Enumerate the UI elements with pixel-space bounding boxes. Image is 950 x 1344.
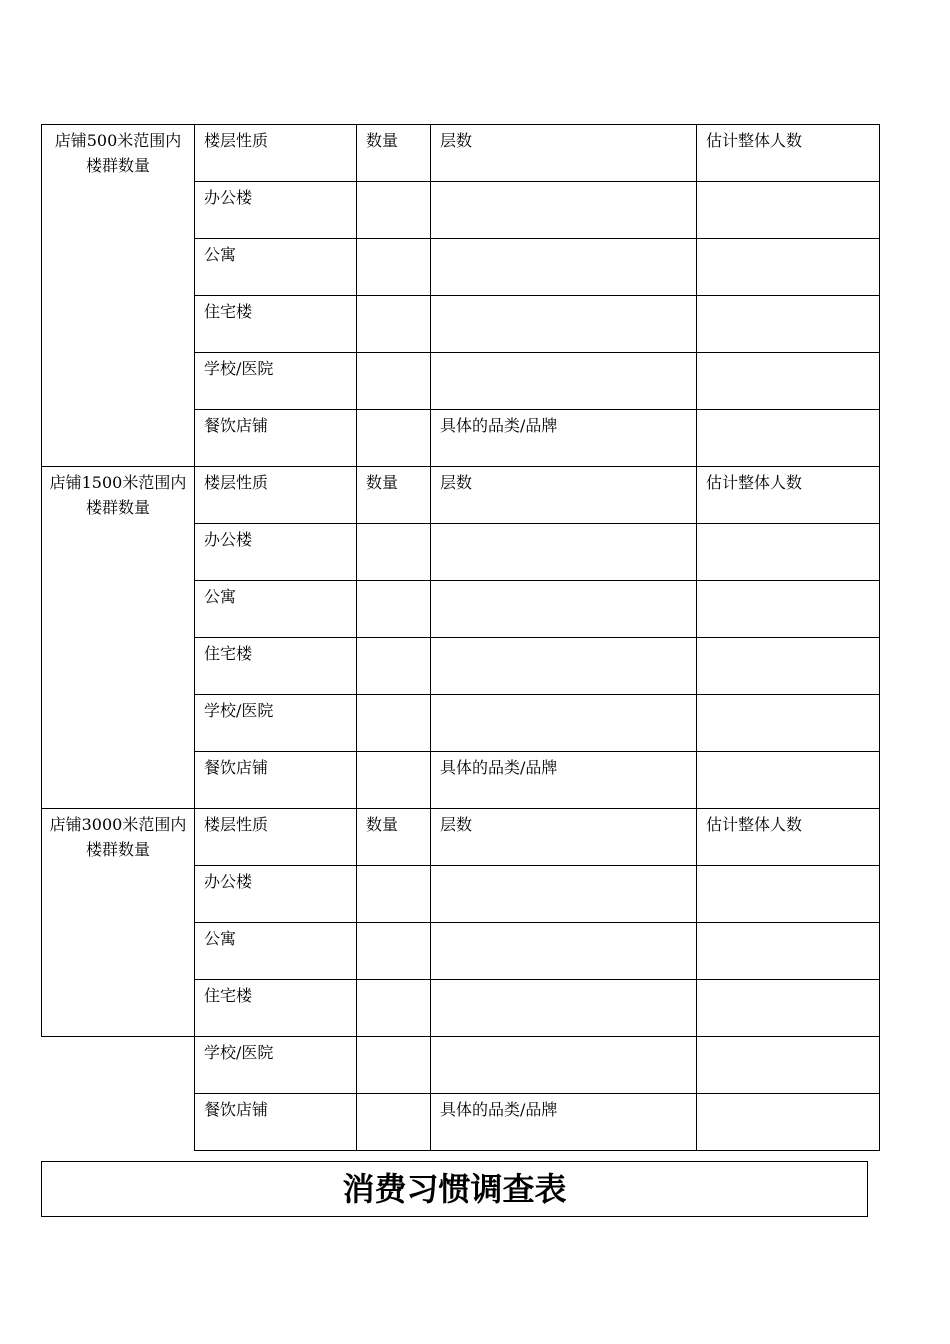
floors-cell[interactable]: [431, 638, 697, 695]
category-brand-cell[interactable]: 具体的品类/品牌: [431, 752, 697, 809]
row-type-restaurant: 餐饮店铺: [195, 410, 357, 467]
header-estimated-people: 估计整体人数: [697, 125, 880, 182]
floors-cell[interactable]: [431, 1037, 697, 1094]
header-floors: 层数: [431, 467, 697, 524]
floors-cell[interactable]: [431, 581, 697, 638]
count-cell[interactable]: [357, 296, 431, 353]
people-cell[interactable]: [697, 239, 880, 296]
header-count: 数量: [357, 467, 431, 524]
empty-label-cell: [42, 1037, 195, 1094]
row-type-restaurant: 餐饮店铺: [195, 1094, 357, 1151]
floors-cell[interactable]: [431, 239, 697, 296]
table-row: [42, 1037, 880, 1094]
header-floor-type: 楼层性质: [195, 467, 357, 524]
header-count: 数量: [357, 809, 431, 866]
people-cell[interactable]: [697, 1094, 880, 1151]
consumption-habits-survey-title: 消费习惯调查表: [41, 1161, 868, 1217]
header-estimated-people: 估计整体人数: [697, 809, 880, 866]
category-brand-cell[interactable]: 具体的品类/品牌: [431, 1094, 697, 1151]
count-cell[interactable]: [357, 1094, 431, 1151]
count-cell[interactable]: [357, 524, 431, 581]
row-type-apartment: 公寓: [195, 923, 357, 980]
header-floor-type: 楼层性质: [195, 125, 357, 182]
header-floors: 层数: [431, 809, 697, 866]
header-floors: 层数: [431, 125, 697, 182]
people-cell[interactable]: [697, 695, 880, 752]
row-type-office: 办公楼: [195, 524, 357, 581]
header-floor-type: 楼层性质: [195, 809, 357, 866]
people-cell[interactable]: [697, 581, 880, 638]
category-brand-cell[interactable]: 具体的品类/品牌: [431, 410, 697, 467]
table-row: [42, 1094, 880, 1151]
people-cell[interactable]: [697, 866, 880, 923]
section-1500m-label: 店铺1500米范围内楼群数量: [42, 467, 195, 809]
people-cell[interactable]: [697, 524, 880, 581]
row-type-residential: 住宅楼: [195, 980, 357, 1037]
people-cell[interactable]: [697, 980, 880, 1037]
count-cell[interactable]: [357, 638, 431, 695]
people-cell[interactable]: [697, 182, 880, 239]
header-estimated-people: 估计整体人数: [697, 467, 880, 524]
floors-cell[interactable]: [431, 296, 697, 353]
row-type-restaurant: 餐饮店铺: [195, 752, 357, 809]
floors-cell[interactable]: [431, 353, 697, 410]
people-cell[interactable]: [697, 923, 880, 980]
count-cell[interactable]: [357, 866, 431, 923]
floors-cell[interactable]: [431, 182, 697, 239]
count-cell[interactable]: [357, 353, 431, 410]
row-type-residential: 住宅楼: [195, 638, 357, 695]
row-type-school-hospital: 学校/医院: [195, 1037, 357, 1094]
empty-label-cell: [42, 1094, 195, 1151]
row-type-apartment: 公寓: [195, 239, 357, 296]
count-cell[interactable]: [357, 923, 431, 980]
people-cell[interactable]: [697, 353, 880, 410]
building-survey-table: [41, 124, 880, 1151]
row-type-office: 办公楼: [195, 866, 357, 923]
row-type-school-hospital: 学校/医院: [195, 695, 357, 752]
section-3000m-header-row: [42, 809, 880, 866]
floors-cell[interactable]: [431, 923, 697, 980]
count-cell[interactable]: [357, 695, 431, 752]
floors-cell[interactable]: [431, 980, 697, 1037]
count-cell[interactable]: [357, 182, 431, 239]
section-500m-header-row: [42, 125, 880, 182]
row-type-office: 办公楼: [195, 182, 357, 239]
floors-cell[interactable]: [431, 695, 697, 752]
count-cell[interactable]: [357, 980, 431, 1037]
people-cell[interactable]: [697, 296, 880, 353]
header-count: 数量: [357, 125, 431, 182]
people-cell[interactable]: [697, 638, 880, 695]
count-cell[interactable]: [357, 239, 431, 296]
floors-cell[interactable]: [431, 866, 697, 923]
section-3000m-label: 店铺3000米范围内楼群数量: [42, 809, 195, 1037]
row-type-school-hospital: 学校/医院: [195, 353, 357, 410]
section-500m-label: 店铺500米范围内楼群数量: [42, 125, 195, 467]
people-cell[interactable]: [697, 410, 880, 467]
floors-cell[interactable]: [431, 524, 697, 581]
count-cell[interactable]: [357, 581, 431, 638]
row-type-apartment: 公寓: [195, 581, 357, 638]
count-cell[interactable]: [357, 410, 431, 467]
people-cell[interactable]: [697, 752, 880, 809]
section-1500m-header-row: [42, 467, 880, 524]
count-cell[interactable]: [357, 752, 431, 809]
count-cell[interactable]: [357, 1037, 431, 1094]
row-type-residential: 住宅楼: [195, 296, 357, 353]
people-cell[interactable]: [697, 1037, 880, 1094]
